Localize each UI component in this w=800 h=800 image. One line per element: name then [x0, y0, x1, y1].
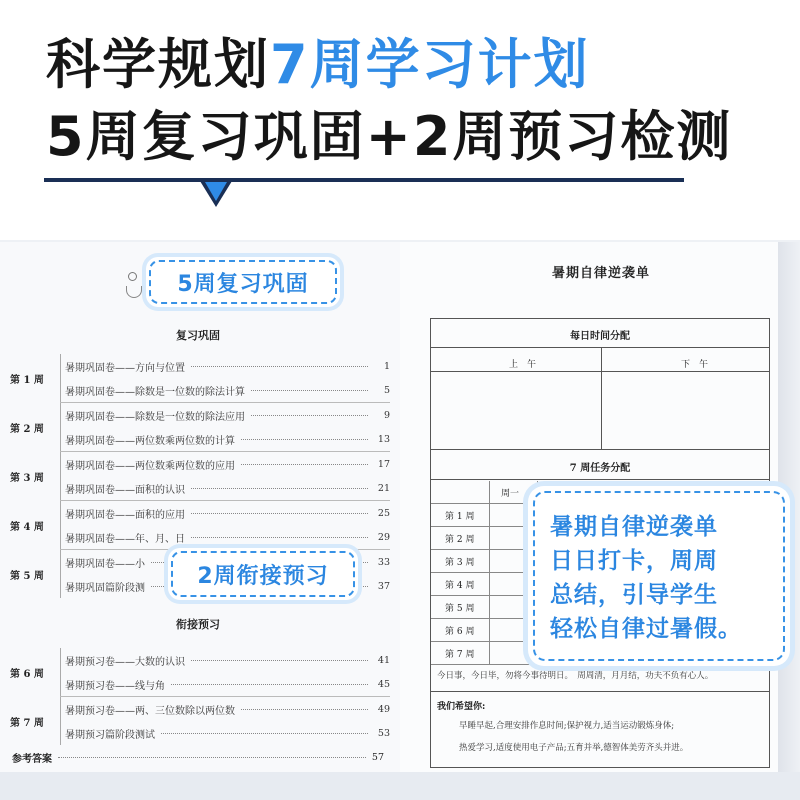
- rule: [431, 347, 769, 348]
- grid-week-label: 第 2 周: [445, 535, 475, 545]
- toc-row: [61, 648, 390, 672]
- down-triangle-inner-icon: [205, 182, 227, 201]
- toc-item-title: 暑期预习卷——线与角: [65, 680, 165, 692]
- headline-accent: 7周学习计划: [270, 33, 590, 96]
- toc-item-title: 暑期巩固卷——两位数乘两位数的应用: [65, 460, 235, 472]
- rule: [431, 449, 769, 450]
- summary-line: 轻松自律过暑假。: [550, 616, 742, 642]
- headline-line-2: 5周复习巩固+2周预习检测: [46, 105, 733, 168]
- toc-row: [61, 452, 390, 476]
- summary-callout: [528, 486, 790, 666]
- toc-row: [61, 501, 390, 525]
- toc-item-title: 暑期预习篇阶段测试: [65, 729, 155, 741]
- hope-line-1: 早睡早起,合理安排作息时间;保护视力,适当运动锻炼身体;: [459, 721, 675, 731]
- summary-line: 日日打卡，周周: [550, 548, 718, 574]
- toc-answers-row: [12, 750, 384, 765]
- leader-dots: [191, 488, 368, 489]
- grid-week-label: 第 7 周: [445, 650, 475, 660]
- toc-item-page: 53: [377, 727, 390, 739]
- toc-item-page: 9: [383, 409, 390, 421]
- rule: [431, 479, 769, 480]
- toc-item-page: 41: [377, 654, 390, 666]
- preview-callout-text: 2周衔接预习: [197, 563, 329, 589]
- toc-week-block: [10, 452, 390, 500]
- toc-item-title: 暑期巩固卷——方向与位置: [65, 362, 185, 374]
- leader-dots: [161, 733, 368, 734]
- toc-row: [61, 354, 390, 378]
- leader-dots: [191, 366, 368, 367]
- toc-preview-list: [10, 648, 390, 745]
- week-items: [60, 697, 390, 745]
- summary-line: 暑期自律逆袭单: [550, 514, 718, 540]
- toc-week-block: [10, 403, 390, 451]
- week-items: [60, 501, 390, 549]
- leader-dots: [251, 390, 368, 391]
- week-label: 第 3 周: [10, 472, 44, 484]
- toc-review-title: 复习巩固: [176, 329, 220, 342]
- toc-item-page: 13: [377, 433, 390, 445]
- motto: 今日事，今日毕，勿将今事待明日。 周周清，月月结，功夫不负有心人。: [437, 671, 714, 681]
- toc-item-page: 45: [377, 678, 390, 690]
- toc-item-title: 暑期巩固卷——年、月、日: [65, 533, 185, 545]
- am-label: 上 午: [509, 360, 537, 370]
- day-header: 周一: [501, 489, 520, 499]
- week-items: [60, 354, 390, 402]
- toc-item-title: 暑期巩固卷——面积的认识: [65, 484, 185, 496]
- toc-item-page: 37: [377, 580, 390, 592]
- answers-label: 参考答案: [12, 754, 52, 765]
- rule: [601, 347, 602, 449]
- week-label: 第 1 周: [10, 374, 44, 386]
- week-label: 第 4 周: [10, 521, 44, 533]
- review-callout-text: 5周复习巩固: [177, 271, 309, 297]
- summary-callout-text: [550, 510, 742, 646]
- leader-dots: [58, 757, 366, 758]
- toc-item-page: 33: [377, 556, 390, 568]
- toc-item-page: 21: [377, 482, 390, 494]
- toc-row: [61, 672, 390, 696]
- daily-title: 每日时间分配: [570, 331, 630, 342]
- toc-item-title: 暑期巩固卷——面积的应用: [65, 509, 185, 521]
- preview-callout: [168, 548, 358, 600]
- week-label: 第 2 周: [10, 423, 44, 435]
- weekly-title: 7 周任务分配: [569, 463, 631, 474]
- leader-dots: [191, 660, 368, 661]
- headline: [46, 34, 732, 168]
- toc-item-title: 暑期巩固卷——小: [65, 558, 145, 570]
- toc-item-title: 暑期预习卷——两、三位数除以两位数: [65, 705, 235, 717]
- leader-dots: [251, 415, 368, 416]
- toc-week-block: [10, 354, 390, 402]
- summary-line: 总结，引导学生: [550, 582, 718, 608]
- toc-week-block: [10, 648, 390, 696]
- toc-item-page: 25: [377, 507, 390, 519]
- rule: [431, 691, 769, 692]
- ring-hole-icon: [128, 272, 137, 281]
- week-items: [60, 452, 390, 500]
- grid-week-label: 第 6 周: [445, 627, 475, 637]
- review-callout: [146, 257, 340, 307]
- toc-item-page: 49: [377, 703, 390, 715]
- toc-item-title: 暑期巩固卷——两位数乘两位数的计算: [65, 435, 235, 447]
- toc-row: [61, 476, 390, 500]
- toc-item-page: 1: [383, 360, 390, 372]
- toc-row: [61, 403, 390, 427]
- toc-row: [61, 378, 390, 402]
- rule: [431, 371, 769, 372]
- leader-dots: [241, 709, 368, 710]
- book-edge: [0, 772, 800, 800]
- divider-line: [44, 178, 684, 182]
- toc-row: [61, 697, 390, 721]
- week-items: [60, 403, 390, 451]
- hope-title: 我们希望你:: [437, 702, 486, 712]
- toc-week-block: [10, 501, 390, 549]
- toc-item-page: 29: [377, 531, 390, 543]
- leader-dots: [241, 439, 368, 440]
- toc-item-page: 5: [383, 384, 390, 396]
- grid-week-label: 第 5 周: [445, 604, 475, 614]
- grid-column-rule: [489, 481, 490, 665]
- week-items: [60, 648, 390, 696]
- leader-dots: [191, 513, 368, 514]
- leader-dots: [171, 684, 368, 685]
- toc-row: [61, 721, 390, 745]
- grid-week-label: 第 4 周: [445, 581, 475, 591]
- toc-item-title: 暑期巩固篇阶段测: [65, 582, 145, 594]
- headline-line-1: [46, 34, 732, 96]
- grid-week-label: 第 1 周: [445, 512, 475, 522]
- toc-item-title: 暑期巩固卷——除数是一位数的除法计算: [65, 386, 245, 398]
- pm-label: 下 午: [681, 360, 709, 370]
- week-label: 第 6 周: [10, 668, 44, 680]
- toc-item-title: 暑期预习卷——大数的认识: [65, 656, 185, 668]
- toc-item-title: 暑期巩固卷——除数是一位数的除法应用: [65, 411, 245, 423]
- leader-dots: [241, 464, 368, 465]
- week-label: 第 5 周: [10, 570, 44, 582]
- week-label: 第 7 周: [10, 717, 44, 729]
- toc-row: [61, 525, 390, 549]
- plan-title: 暑期自律逆袭单: [552, 266, 651, 281]
- toc-preview-title: 衔接预习: [176, 618, 220, 631]
- hope-line-2: 热爱学习,适度使用电子产品;五育并举,德智体美劳齐头并进。: [459, 743, 689, 753]
- answers-page: 57: [371, 752, 384, 763]
- leader-dots: [191, 537, 368, 538]
- toc-row: [61, 427, 390, 451]
- toc-week-block: [10, 697, 390, 745]
- grid-week-label: 第 3 周: [445, 558, 475, 568]
- toc-item-page: 17: [377, 458, 390, 470]
- headline-prefix: 科学规划: [46, 33, 270, 96]
